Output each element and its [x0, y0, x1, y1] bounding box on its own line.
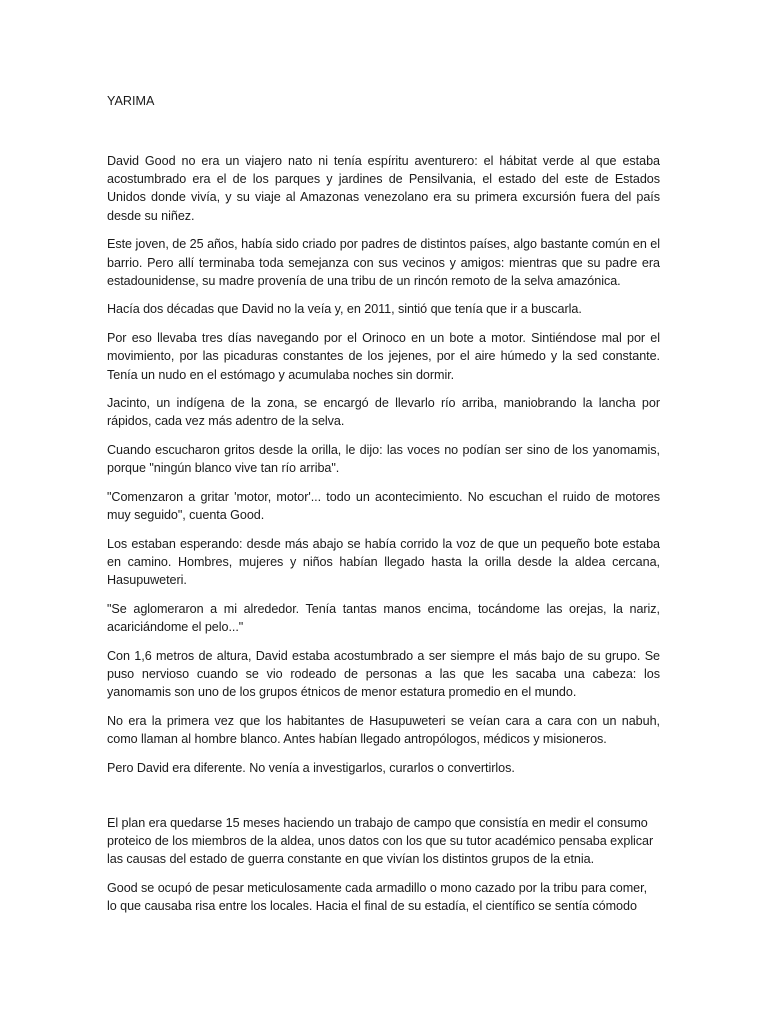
section-gap: [107, 788, 660, 814]
paragraph-10: Con 1,6 metros de altura, David estaba acostumbrado a ser siempre el más bajo de su grupo. Se puso nervioso cuando se vio rodeado de personas a las que les sacaba una cabeza: los yanomamis son uno de los grupos étnicos de menor estatura promedio en el mundo.: [107, 648, 660, 700]
paragraph-11: No era la primera vez que los habitantes de Hasupuweteri se veían cara a cara con un nabuh, como llaman al hombre blanco. Antes habían llegado antropólogos, médicos y misioneros.: [107, 714, 660, 747]
paragraph-1: David Good no era un viajero nato ni tenía espíritu aventurero: el hábitat verde al que estaba acostumbrado era el de los parques y jardines de Pensilvania, el estado del este de Estados Unidos donde vivía, y su viaje al Amazonas venezolano era su primera excursión fuera del país desde su niñez.: [107, 154, 660, 223]
paragraph-5: Jacinto, un indígena de la zona, se encargó de llevarlo río arriba, maniobrando la lancha por rápidos, cada vez más adentro de la selva.: [107, 396, 660, 429]
paragraph-4: Por eso llevaba tres días navegando por el Orinoco en un bote a motor. Sintiéndose mal por el movimiento, por las picaduras constantes de los jejenes, por el aire húmedo y la sed constante. Tenía un nudo en el estómago y acumulaba noches sin dormir.: [107, 331, 660, 382]
paragraph-3: Hacía dos décadas que David no la veía y, en 2011, sintió que tenía que ir a buscarla.: [107, 302, 582, 317]
paragraph-8: Los estaban esperando: desde más abajo se había corrido la voz de que un pequeño bote estaba en camino. Hombres, mujeres y niños habían llegado hasta la orilla desde la aldea cercana, Hasupuweteri.: [107, 536, 660, 588]
paragraph-14: Good se ocupó de pesar meticulosamente cada armadillo o mono cazado por la tribu para comer, lo que causaba risa entre los locales. Hacia el final de su estadía, el científico se sentía cómodo: [107, 880, 648, 913]
paragraph-9: "Se aglomeraron a mi alrededor. Tenía tantas manos encima, tocándome las orejas, la nariz, acariciándome el pelo...": [107, 602, 660, 635]
paragraph-7: "Comenzaron a gritar 'motor, motor'... todo un acontecimiento. No escuchan el ruido de motores muy seguido", cuenta Good.: [107, 490, 660, 523]
document-title: YARIMA: [107, 94, 155, 108]
document-page: [107, 92, 660, 926]
paragraph-13: El plan era quedarse 15 meses haciendo un trabajo de campo que consistía en medir el consumo proteico de los miembros de la aldea, unos datos con los que su tutor académico pensaba explicar las causas del estado de guerra constante en que vivían los distintos grupos de la etnia.: [107, 815, 654, 867]
paragraph-2: Este joven, de 25 años, había sido criado por padres de distintos países, algo bastante común en el barrio. Pero allí terminaba toda semejanza con sus vecinos y amigos: mientras que su padre era estadounidense, su madre provenía de una tribu de un rincón remoto de la selva amazónica.: [107, 237, 660, 288]
paragraph-12: Pero David era diferente. No venía a investigarlos, curarlos o convertirlos.: [107, 760, 515, 775]
paragraph-6: Cuando escucharon gritos desde la orilla, le dijo: las voces no podían ser sino de los yanomamis, porque "ningún blanco vive tan río arriba".: [107, 443, 660, 476]
